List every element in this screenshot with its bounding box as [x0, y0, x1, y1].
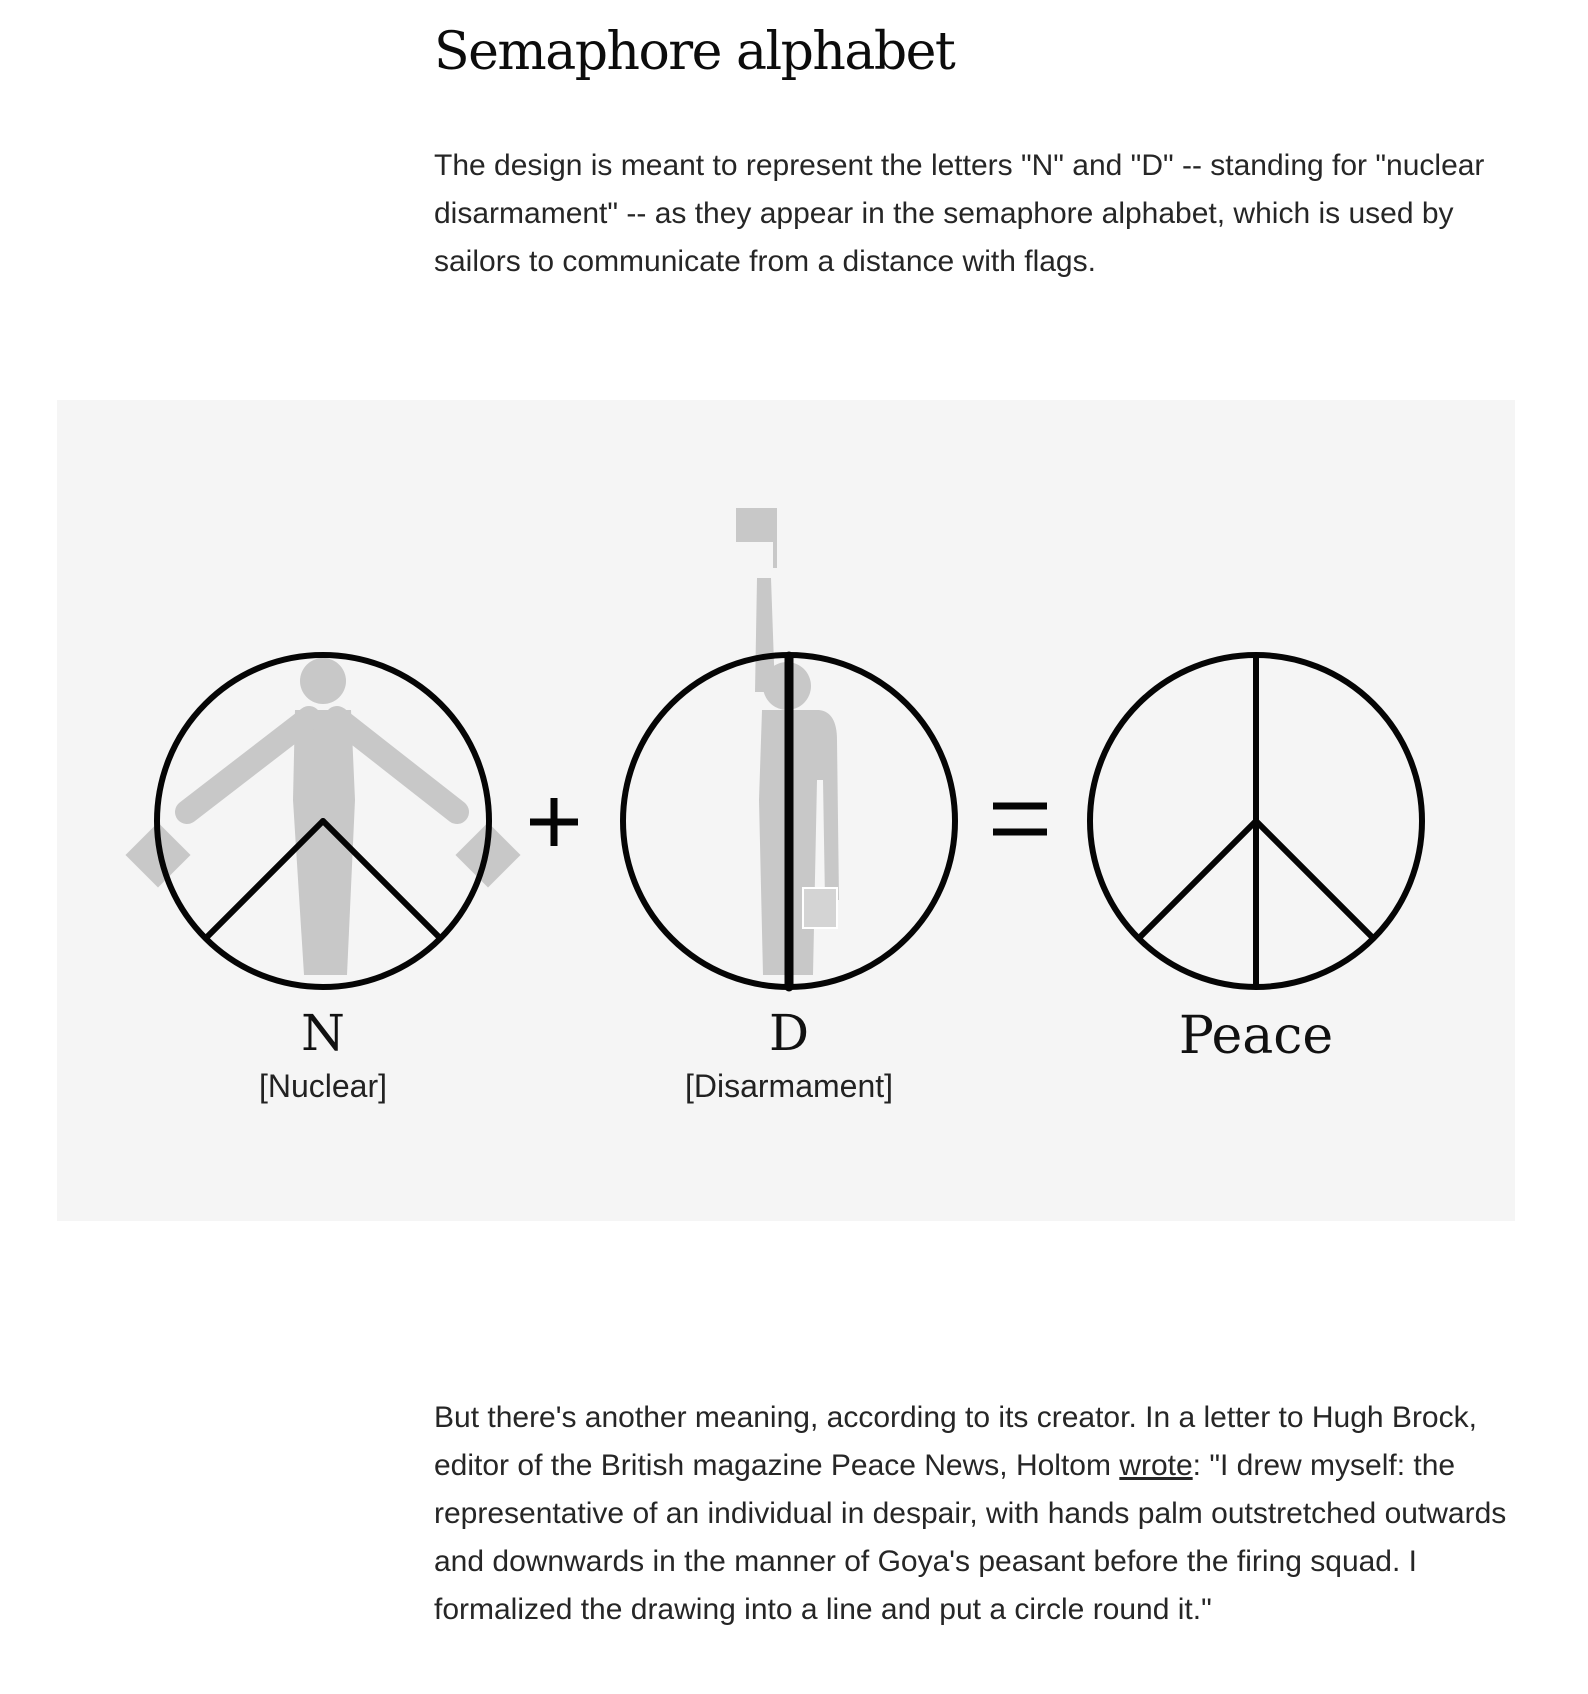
semaphore-figure	[57, 400, 1515, 1221]
semaphore-diagram	[57, 400, 1515, 1221]
body-text-before-link: But there's another meaning, according to its creator. In a letter to Hugh Brock, editor of the British magazine Peace News, Holtom	[434, 1401, 1477, 1482]
caption-nuclear: [Nuclear]	[258, 1068, 388, 1104]
section-heading: Semaphore alphabet	[434, 22, 955, 82]
caption-disarmament: [Disarmament]	[684, 1068, 894, 1104]
body-text-after-link: : "I drew myself: the representative of an individual in despair, with hands palm outstretched outwards and downwards in the manner of Goya's peasant before the firing squad. I formalized the drawing into a line and put a circle round it."	[434, 1449, 1507, 1626]
symbol-d-lines	[623, 655, 955, 987]
label-n: N	[301, 1004, 345, 1062]
peace-symbol	[1090, 655, 1422, 987]
wrote-link[interactable]: wrote	[1119, 1449, 1193, 1482]
equals-sign	[993, 806, 1047, 832]
label-peace: Peace	[1178, 1006, 1334, 1066]
figure-n-person	[125, 658, 520, 975]
plus-sign	[530, 798, 578, 846]
intro-paragraph: The design is meant to represent the letters "N" and "D" -- standing for "nuclear disarmament" -- as they appear in the semaphore alphabet, which is used by sailors to communicate from a distance with flags.	[434, 149, 1485, 278]
label-d: D	[768, 1004, 810, 1062]
body-paragraph	[434, 1394, 1524, 1634]
